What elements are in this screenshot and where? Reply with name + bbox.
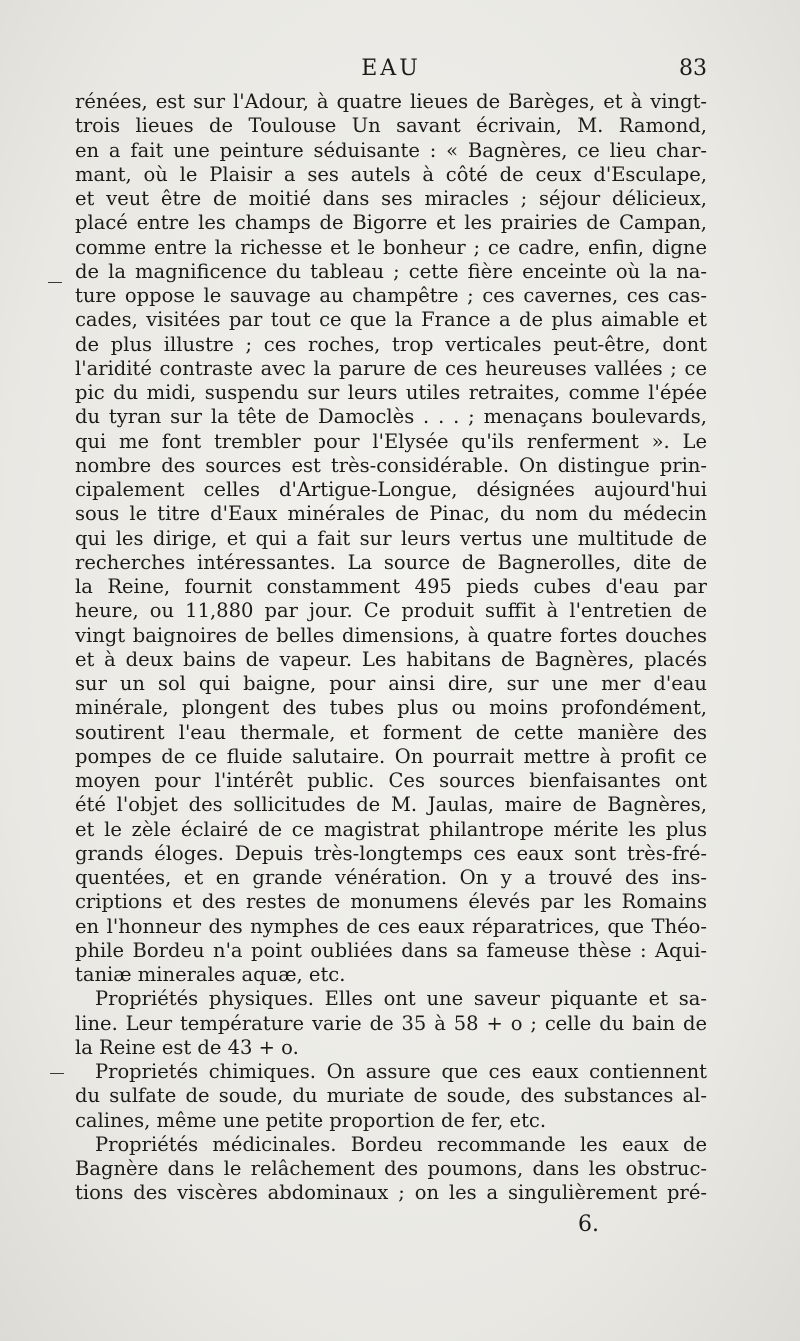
section-heading-chemical: Proprietés chimiques. On assure que ces eaux contiennent <box>95 1060 707 1083</box>
text-line: de plus illustre ; ces roches, trop verticales peut-être, dont <box>75 332 707 356</box>
text-line: nombre des sources est très-considérable. On distingue prin- <box>75 453 707 477</box>
text-line: comme entre la richesse et le bonheur ; ce cadre, enfin, digne <box>75 235 707 259</box>
text-line: tions des viscères abdominaux ; on les a singulièrement pré- <box>75 1181 707 1205</box>
text-line: line. Leur température varie de 35 à 58 + o ; celle du bain de <box>75 1011 707 1035</box>
text-line: soutirent l'eau thermale, et forment de cette manière des <box>75 720 707 744</box>
text-line: qui me font trembler pour l'Elysée qu'ils renferment ». Le <box>75 429 707 453</box>
page-number: 83 <box>679 56 707 81</box>
text-line: et veut être de moitié dans ses miracles ; séjour délicieux, <box>75 187 707 210</box>
body-text <box>75 90 707 1206</box>
text-line: la Reine, fournit constamment 495 pieds cubes d'eau par <box>75 575 707 598</box>
text-line: de la magnificence du tableau ; cette fière enceinte où la na- <box>75 259 707 283</box>
text-line: heure, ou 11,880 par jour. Ce produit suffit à l'entretien de <box>75 599 707 623</box>
text-line: été l'objet des sollicitudes de M. Jaulas, maire de Bagnères, <box>75 793 707 817</box>
text-line: grands éloges. Depuis très-longtemps ces eaux sont très-fré- <box>75 841 707 865</box>
text-line: moyen pour l'intérêt public. Ces sources bienfaisantes ont <box>75 769 707 792</box>
text-line: criptions et des restes de monumens élevés par les Romains <box>75 890 707 914</box>
running-title: EAU <box>361 56 421 81</box>
text-line: trois lieues de Toulouse Un savant écrivain, M. Ramond, <box>75 114 707 138</box>
section-heading-medicinal: Propriétés médicinales. Bordeu recommande les eaux de <box>95 1132 707 1156</box>
text-line: calines, même une petite proportion de fer, etc. <box>75 1108 547 1132</box>
text-line: taniæ minerales aquæ, etc. <box>75 963 346 986</box>
text-line: phile Bordeu n'a point oubliées dans sa fameuse thèse : Aqui- <box>75 938 707 962</box>
text-line: et à deux bains de vapeur. Les habitans de Bagnères, placés <box>75 647 707 671</box>
text-line: cipalement celles d'Artigue-Longue, désignées aujourd'hui <box>75 478 707 501</box>
text-line: qui les dirige, et qui a fait sur leurs vertus une multitude de <box>75 526 707 550</box>
text-line: du tyran sur la tête de Damoclès . . . ; menaçans boulevards, <box>75 405 707 429</box>
text-line: Bagnère dans le relâchement des poumons, dans les obstruc- <box>75 1157 707 1180</box>
text-line: et le zèle éclairé de ce magistrat philantrope mérite les plus <box>75 817 707 841</box>
margin-mark <box>48 282 62 283</box>
text-line: sous le titre d'Eaux minérales de Pinac, du nom du médecin <box>75 502 707 526</box>
page-header <box>75 56 707 86</box>
text-line: mant, où le Plaisir a ses autels à côté de ceux d'Esculape, <box>75 162 707 186</box>
text-line: ture oppose le sauvage au champêtre ; ces cavernes, ces cas- <box>75 284 707 307</box>
margin-mark <box>50 1073 64 1074</box>
text-line: recherches intéressantes. La source de Bagnerolles, dite de <box>75 550 707 574</box>
text-line: quentées, et en grande vénération. On y a trouvé des ins- <box>75 866 707 889</box>
text-line: pompes de ce fluide salutaire. On pourrait mettre à profit ce <box>75 744 707 768</box>
text-line: minérale, plongent des tubes plus ou moins profondément, <box>75 696 707 720</box>
text-line: cades, visitées par tout ce que la France a de plus aimable et <box>75 308 707 332</box>
text-line: sur un sol qui baigne, pour ainsi dire, sur une mer d'eau <box>75 672 707 695</box>
text-line: du sulfate de soude, du muriate de soude, des substances al- <box>75 1084 707 1108</box>
text-line: vingt baignoires de belles dimensions, à quatre fortes douches <box>75 623 707 647</box>
signature-mark: 6. <box>578 1212 599 1237</box>
text-line: la Reine est de 43 + o. <box>75 1035 299 1059</box>
text-line: pic du midi, suspendu sur leurs utiles retraites, comme l'épée <box>75 381 707 404</box>
section-heading-physical: Propriétés physiques. Elles ont une saveur piquante et sa- <box>95 987 707 1011</box>
text-line: rénées, est sur l'Adour, à quatre lieues de Barèges, et à vingt- <box>75 90 707 113</box>
text-line: en l'honneur des nymphes de ces eaux réparatrices, que Théo- <box>75 914 707 938</box>
text-line: placé entre les champs de Bigorre et les prairies de Campan, <box>75 211 707 235</box>
text-line: l'aridité contraste avec la parure de ces heureuses vallées ; ce <box>75 356 707 380</box>
text-line: en a fait une peinture séduisante : « Bagnères, ce lieu char- <box>75 138 707 162</box>
